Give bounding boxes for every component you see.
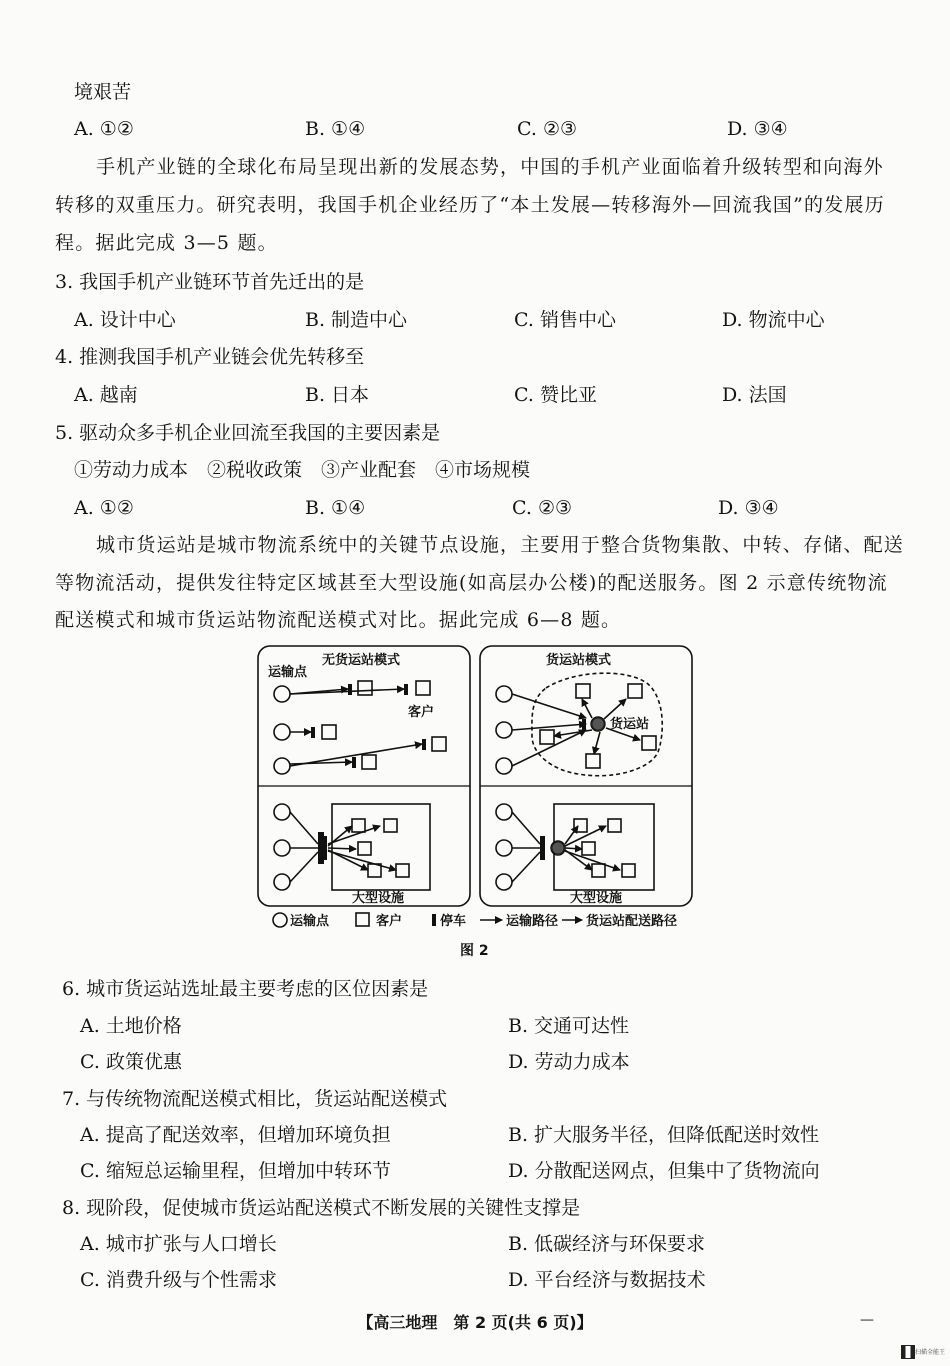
q2-option-a: A. ①② [74,118,134,140]
q4-option-d: D. 法国 [722,384,787,406]
q4-option-b: B. 日本 [305,384,370,406]
q3-option-b: B. 制造中心 [305,309,408,331]
q3-option-c: C. 销售中心 [514,309,616,331]
legend-station-route: 货运站配送路径 [586,914,678,929]
q5-option-c: C. ②③ [512,497,573,519]
right-facility-label: 大型设施 [570,891,623,906]
q7-option-d: D. 分散配送网点，但集中了货物流向 [508,1160,820,1182]
q5-option-a: A. ①② [74,497,134,519]
q8-stem: 8. 现阶段，促使城市货运站配送模式不断发展的关键性支撑是 [62,1197,581,1219]
q7-option-a: A. 提高了配送效率，但增加环境负担 [80,1124,391,1146]
q6-option-c: C. 政策优惠 [80,1051,182,1073]
corner-dash: — [860,1312,874,1328]
left-facility-label: 大型设施 [352,891,405,906]
q6-option-b: B. 交通可达性 [508,1015,630,1037]
intro-6-8-line-1: 城市货运站是城市物流系统中的关键节点设施，主要用于整合货物集散、中转、存储、配送 [96,534,905,556]
transport-point-label: 运输点 [268,665,308,680]
q2-option-c: C. ②③ [517,118,578,140]
q4-option-a: A. 越南 [74,384,138,406]
q5-stem: 5. 驱动众多手机企业回流至我国的主要因素是 [55,422,441,444]
intro-3-5-line-2: 转移的双重压力。研究表明，我国手机企业经历了“本土发展—转移海外—回流我国”的发展历 [55,194,885,216]
q8-option-c: C. 消费升级与个性需求 [80,1269,277,1291]
q8-option-a: A. 城市扩张与人口增长 [80,1233,277,1255]
page-footer: 【高三地理 第 2 页(共 6 页)】 [357,1313,593,1332]
figure-2-diagram [256,644,696,940]
q8-option-b: B. 低碳经济与环保要求 [508,1233,706,1255]
carry-over-text: 境艰苦 [74,81,132,103]
legend-point: 运输点 [290,914,330,929]
left-panel-frame [258,646,470,906]
left-panel-title: 无货运站模式 [322,653,401,668]
legend-route: 运输路径 [506,914,559,929]
q2-option-b: B. ①④ [305,118,366,140]
q2-option-d: D. ③④ [727,118,788,140]
q3-stem: 3. 我国手机产业链环节首先迁出的是 [55,271,365,293]
intro-6-8-line-3: 配送模式和城市货运站物流配送模式对比。据此完成 6—8 题。 [55,609,622,631]
station-label: 货运站 [610,717,650,732]
q7-stem: 7. 与传统物流配送模式相比，货运站配送模式 [62,1088,448,1110]
q3-option-a: A. 设计中心 [74,309,176,331]
q3-option-d: D. 物流中心 [722,309,825,331]
q5-option-b: B. ①④ [305,497,366,519]
intro-6-8-line-2: 等物流活动，提供发往特定区域甚至大型设施(如高层办公楼)的配送服务。图 2 示意传统物流 [55,572,888,594]
q4-option-c: C. 赞比亚 [514,384,597,406]
figure-2 [256,644,696,940]
figure-caption: 图 2 [460,943,489,959]
q6-option-a: A. 土地价格 [80,1015,182,1037]
intro-3-5-line-3: 程。据此完成 3—5 题。 [55,232,278,254]
q5-option-d: D. ③④ [718,497,779,519]
q7-option-b: B. 扩大服务半径，但降低配送时效性 [508,1124,820,1146]
q6-option-d: D. 劳动力成本 [508,1051,630,1073]
legend-parking: 停车 [440,914,467,929]
q5-items: ①劳动力成本 ②税收政策 ③产业配套 ④市场规模 [74,459,531,481]
q8-option-d: D. 平台经济与数据技术 [508,1269,706,1291]
intro-3-5-line-1: 手机产业链的全球化布局呈现出新的发展态势，中国的手机产业面临着升级转型和向海外 [96,156,884,178]
customer-label: 客户 [408,705,435,720]
qr-code-icon [901,1345,915,1359]
right-panel-title: 货运站模式 [546,653,612,668]
q6-stem: 6. 城市货运站选址最主要考虑的区位因素是 [62,978,429,1000]
q7-option-c: C. 缩短总运输里程，但增加中转环节 [80,1160,391,1182]
right-panel-frame [480,646,692,906]
legend-customer: 客户 [376,914,403,929]
q4-stem: 4. 推测我国手机产业链会优先转移至 [55,346,365,368]
scanner-watermark: 扫描全能王 [915,1349,946,1356]
